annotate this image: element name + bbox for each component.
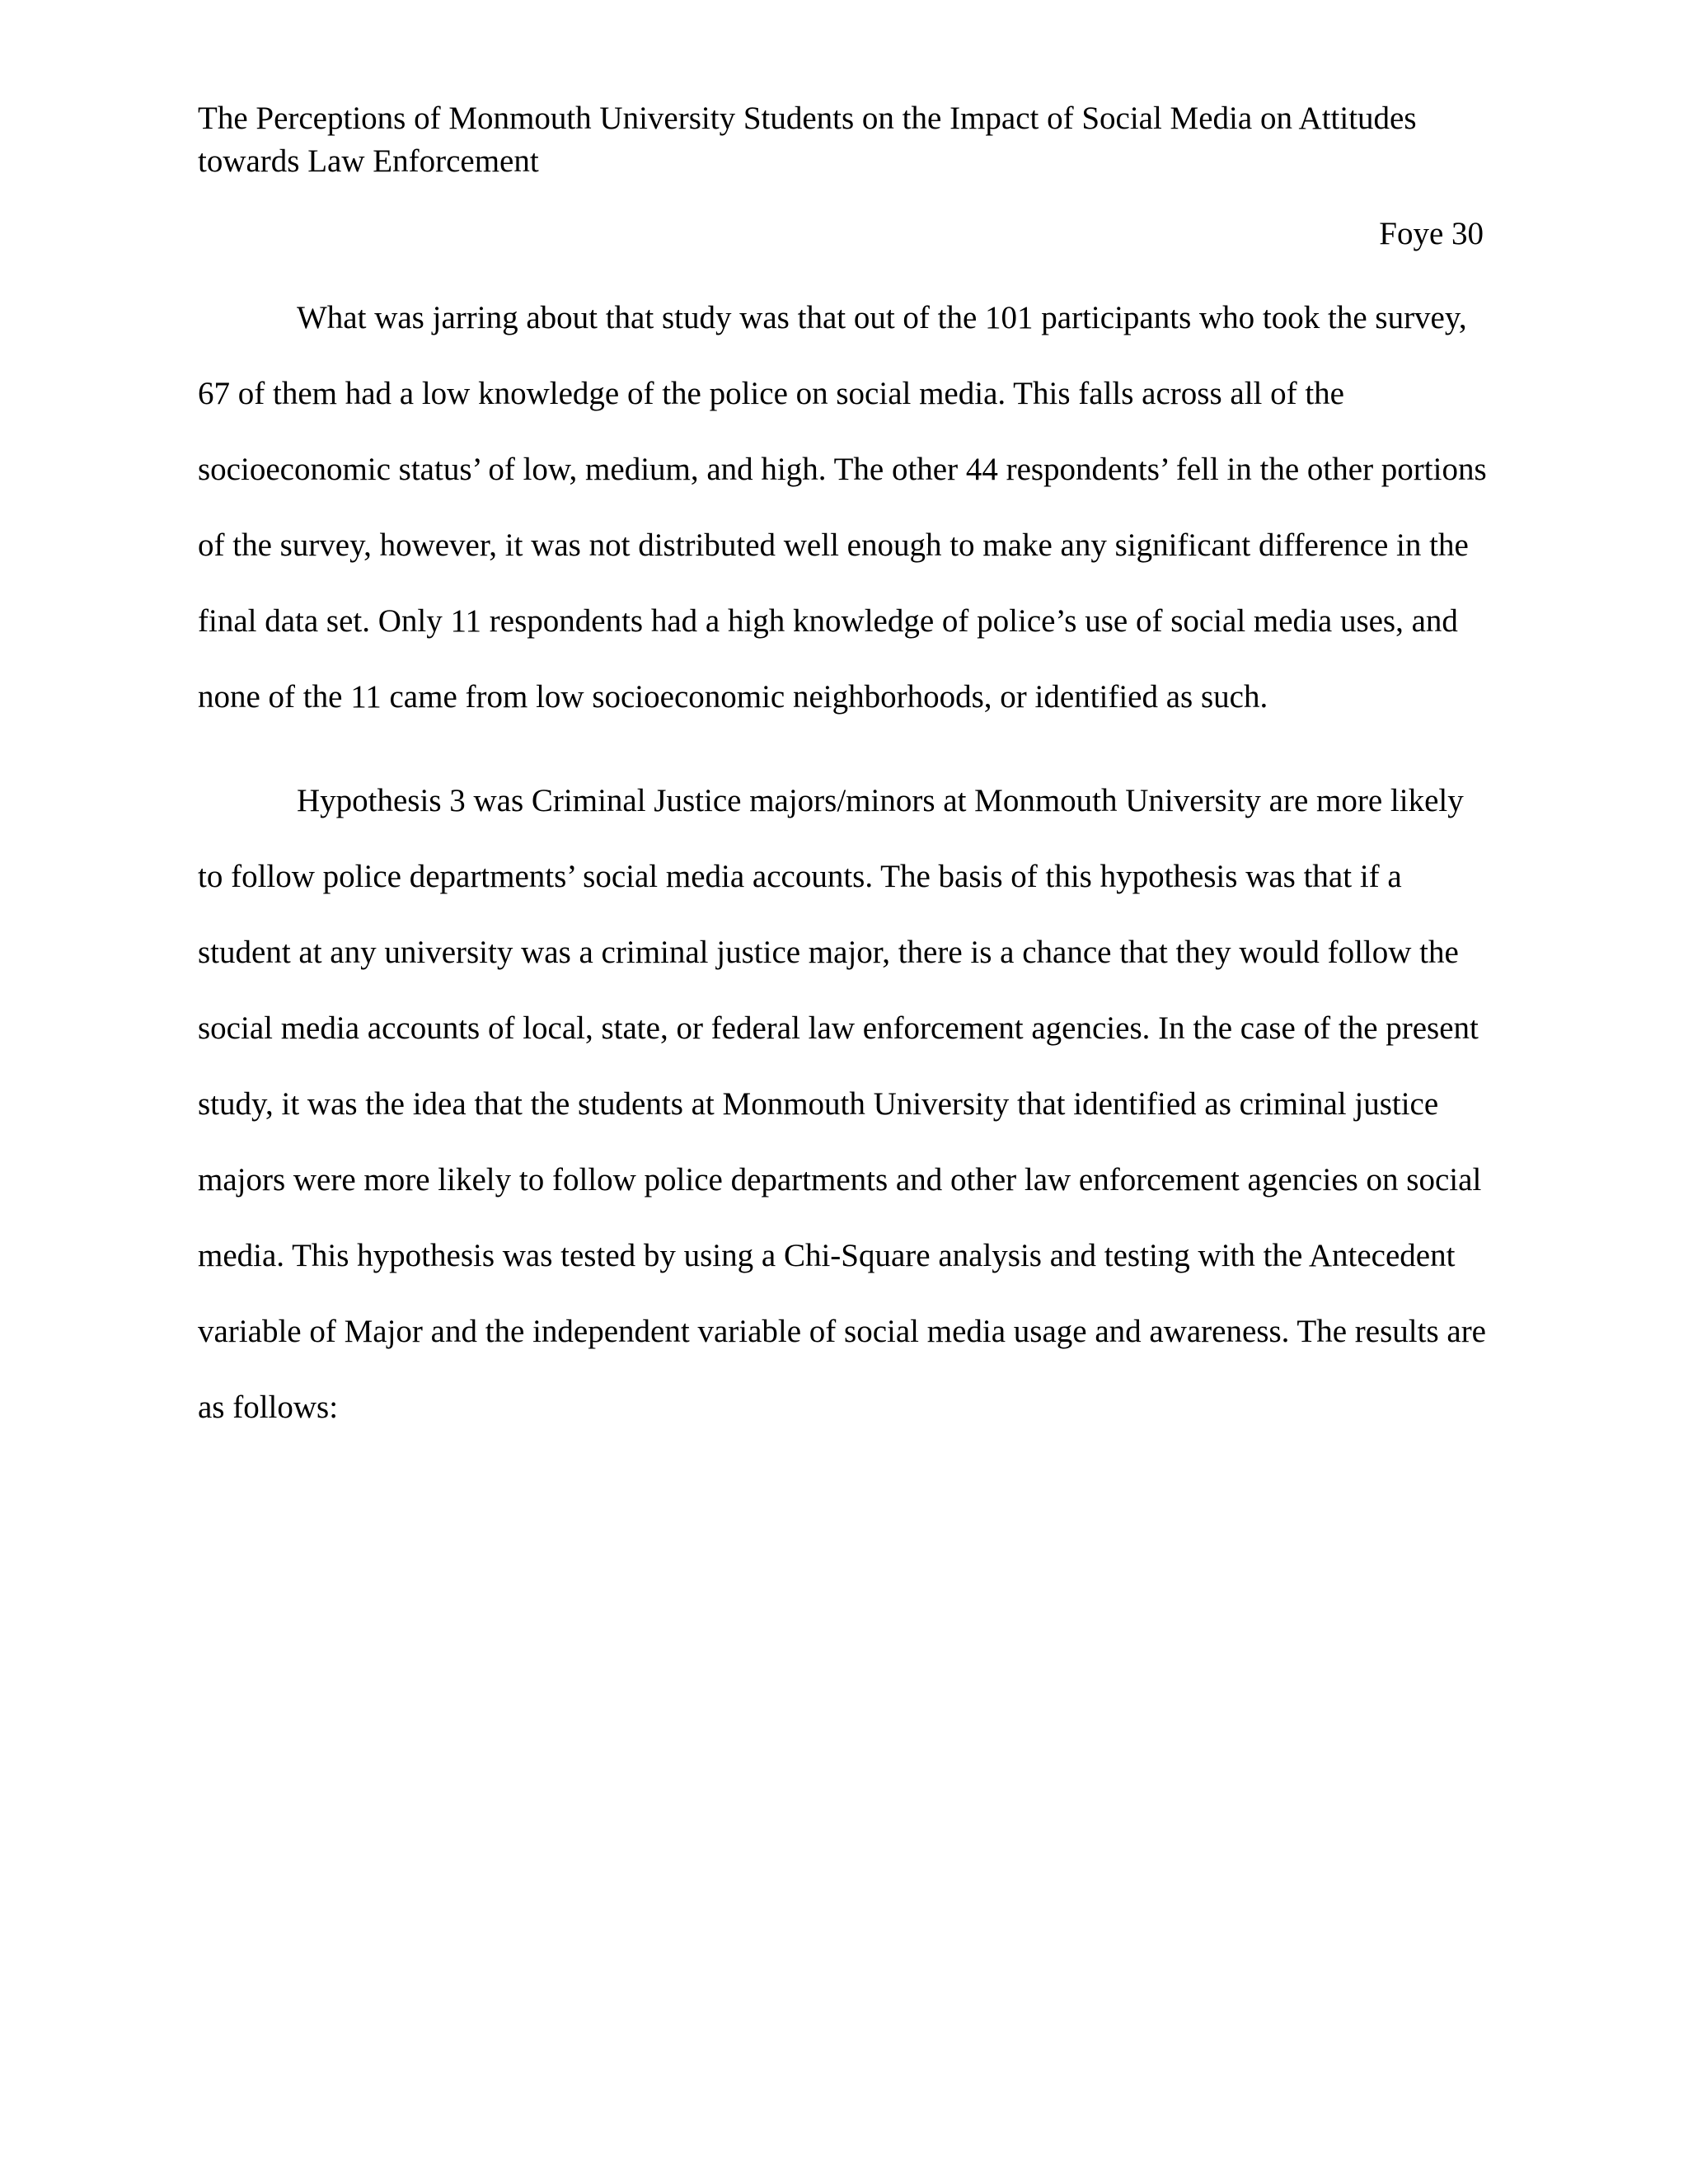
body-paragraph: What was jarring about that study was that out of the 101 participants who took the survey, 67 of them had a low knowledge of the police on social media. This falls across all of the socioeconomic status’ of low, medium, and high. The other 44 respondents’ fell in the other portions of the survey, however, it was not distributed well enough to make any significant difference in the final data set. Only 11 respondents had a high knowledge of police’s use of social media uses, and none of the 11 came from low socioeconomic neighborhoods, or identified as such.: [198, 300, 1487, 715]
running-head-title: The Perceptions of Monmouth University Students on the Impact of Social Media on Attitudes towards Law Enforcement: [198, 101, 1417, 179]
page-number: Foye 30: [1379, 216, 1484, 251]
document-body: [198, 280, 1490, 1446]
body-paragraph: Hypothesis 3 was Criminal Justice majors/minors at Monmouth University are more likely to follow police departments’ social media accounts. The basis of this hypothesis was that if a student at any university was a criminal justice major, there is a chance that they would follow the social media accounts of local, state, or federal law enforcement agencies. In the case of the present study, it was the idea that the students at Monmouth University that identified as criminal justice majors were more likely to follow police departments and other law enforcement agencies on social media. This hypothesis was tested by using a Chi-Square analysis and testing with the Antecedent variable of Major and the independent variable of social media usage and awareness. The results are as follows:: [198, 783, 1486, 1425]
